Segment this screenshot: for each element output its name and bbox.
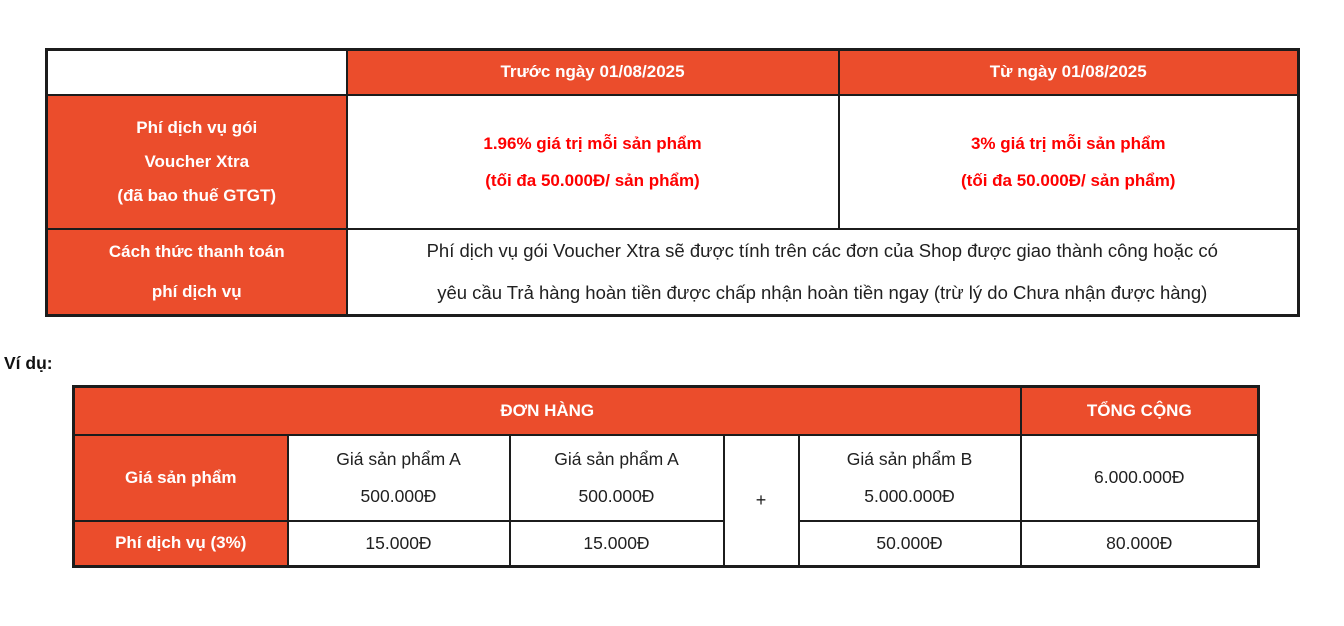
label-line: Voucher Xtra (144, 151, 250, 171)
label-line: Phí dịch vụ gói (136, 117, 258, 137)
fee-label-cell: Phí dịch vụ (3%) (74, 521, 288, 567)
order-header-cell: ĐƠN HÀNG (74, 387, 1021, 435)
product-a2-cell (510, 435, 724, 521)
service-fee-label-cell (47, 95, 347, 229)
fee-table (45, 48, 1300, 317)
product-a1-cell (288, 435, 510, 521)
product-line: 5.000.000Đ (864, 485, 955, 506)
fee-a1-cell: 15.000Đ (288, 521, 510, 567)
fee-line: (tối đa 50.000Đ/ sản phẩm) (485, 170, 700, 190)
fee-a2-cell: 15.000Đ (510, 521, 724, 567)
fee-table-corner-cell (47, 50, 347, 95)
fee-table-header-row (47, 50, 1299, 95)
product-price-label-cell: Giá sản phẩm (74, 435, 288, 521)
product-line: 500.000Đ (578, 485, 655, 506)
product-line: Giá sản phẩm B (846, 448, 973, 469)
plus-cell: + (724, 435, 799, 567)
product-b-cell (799, 435, 1021, 521)
example-label: Ví dụ: (4, 353, 53, 373)
price-total-cell: 6.000.000Đ (1021, 435, 1259, 521)
product-price-row (74, 435, 1259, 521)
product-line: Giá sản phẩm A (336, 448, 461, 469)
fee-total-cell: 80.000Đ (1021, 521, 1259, 567)
total-header-cell: TỔNG CỘNG (1021, 387, 1259, 435)
service-fee-example-row (74, 521, 1259, 567)
fee-line: (tối đa 50.000Đ/ sản phẩm) (961, 170, 1176, 190)
service-fee-row (47, 95, 1299, 229)
example-table (72, 385, 1260, 568)
label-line: phí dịch vụ (151, 281, 242, 301)
payment-method-description-cell (347, 229, 1299, 316)
product-line: 500.000Đ (360, 485, 437, 506)
label-line: (đã bao thuế GTGT) (117, 185, 277, 205)
description-line: Phí dịch vụ gói Voucher Xtra sẽ được tính trên các đơn của Shop được giao thành công hoặc có (426, 239, 1218, 261)
service-fee-before-cell (347, 95, 839, 229)
fee-table-header-before: Trước ngày 01/08/2025 (347, 50, 839, 95)
product-line: Giá sản phẩm A (554, 448, 679, 469)
fee-b-cell: 50.000Đ (799, 521, 1021, 567)
payment-method-row (47, 229, 1299, 316)
label-line: Cách thức thanh toán (108, 241, 285, 261)
service-fee-after-cell (839, 95, 1299, 229)
fee-line: 1.96% giá trị mỗi sản phẩm (483, 133, 702, 153)
example-table-header-row (74, 387, 1259, 435)
payment-method-label-cell (47, 229, 347, 316)
description-line: yêu cầu Trả hàng hoàn tiền được chấp nhận hoàn tiền ngay (trừ lý do Chưa nhận được hàng) (437, 281, 1208, 303)
fee-line: 3% giá trị mỗi sản phẩm (970, 133, 1166, 153)
fee-table-header-after: Từ ngày 01/08/2025 (839, 50, 1299, 95)
